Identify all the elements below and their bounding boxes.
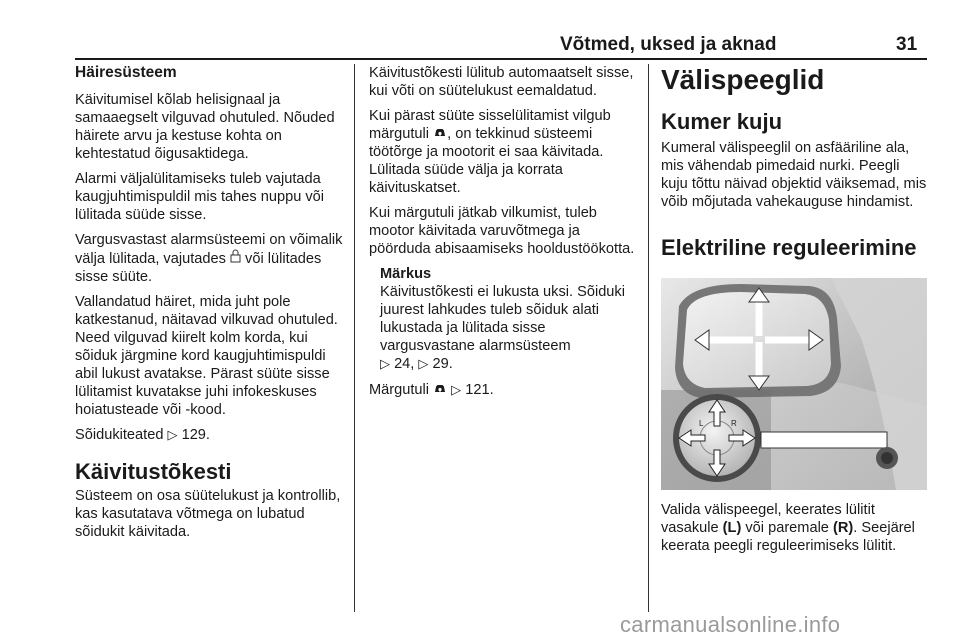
column-3 [661, 64, 927, 261]
chapter-heading-mirrors: Välispeeglid [661, 64, 825, 95]
paragraph: Süsteem on osa süütelukust ja kontrollib, kas kasutatava võtmega on lubatud sõidukit käivitada. [75, 488, 341, 540]
switch-label-right: R [731, 419, 737, 428]
paragraph-text: Vargusvastast alarmsüsteemi on võimalik välja lülitada, vajutades [75, 232, 343, 267]
section-heading-convex: Kumer kuju [661, 109, 783, 134]
right-label: (R) [833, 520, 854, 536]
page-ref-arrow-icon: ▷ [418, 356, 429, 371]
paragraph-text: Kui pärast süüte sisselülitamist vilgub märgutuli [369, 108, 611, 142]
column-divider-2 [648, 64, 649, 612]
paragraph-text: Sõidukiteated [75, 427, 164, 443]
section-heading-immobiliser: Käivitustõkesti [75, 459, 232, 484]
note-box [380, 265, 637, 373]
paragraph: Kui märgutuli jätkab vilkumist, tuleb mootor käivitada varuvõtmega ja pöörduda abisaamiseks hooldustöökotta. [369, 205, 635, 257]
page-reference[interactable]: 29. [432, 356, 453, 372]
column-divider-1 [354, 64, 355, 612]
electric-adjust-paragraph: Valida välispeegel, keerates lülitit vasakule (L) või paremale (R). Seejärel keerata peegli reguleerimiseks lülitit. [661, 502, 915, 554]
paragraph-text: Märgutuli [369, 382, 430, 398]
paragraph: Käivitumisel kõlab helisignaal ja samaaegselt vilguvad ohutuled. Nõuded häirete arvu ja kestuse kohta on kehtestatud õigusaktidega. [75, 92, 335, 162]
watermark: carmanualsonline.info [620, 612, 841, 637]
running-header-title: Võtmed, uksed ja aknad [560, 34, 777, 55]
left-label: (L) [722, 520, 742, 536]
section-heading-electric: Elektriline reguleerimine [661, 235, 917, 260]
column-1 [75, 64, 347, 548]
note-title: Märkus [380, 266, 432, 282]
lock-icon [230, 249, 241, 268]
paragraph-text: või lülitades sisse süüte. [75, 251, 322, 285]
column-2 [369, 64, 637, 406]
immobiliser-warning-icon [433, 125, 447, 143]
immobiliser-warning-icon [433, 381, 447, 399]
section-heading-alarm: Häiresüsteem [75, 64, 177, 81]
paragraph: Alarmi väljalülitamiseks tuleb vajutada kaugjuhtimispuldil mis tahes nuppu või lülitada süüde sisse. [75, 171, 325, 223]
page-reference[interactable]: 121. [465, 382, 494, 398]
callout-bar [761, 432, 887, 448]
page-reference[interactable]: 24, [394, 356, 415, 372]
page-ref-arrow-icon: ▷ [451, 382, 462, 397]
switch-label-left: L [699, 419, 704, 428]
paragraph [75, 231, 347, 286]
header-rule [75, 58, 927, 60]
note-text: Käivitustõkesti ei lukusta uksi. Sõiduki juurest lahkudes tuleb sõiduk alati lukustada ja lülitada sisse vargusvastane alarmsüsteem [380, 284, 625, 354]
paragraph [369, 381, 637, 399]
page-reference[interactable]: 129. [181, 427, 210, 443]
paragraph-text: , on tekkinud süsteemi töötõrge ja mootorit ei saa käivitada. Lülitada süüde välja ja korrata käivituskatset. [369, 126, 604, 196]
paragraph: Käivitustõkesti lülitub automaatselt sisse, kui võti on süütelukust eemaldatud. [369, 65, 634, 99]
mirror-adjustment-illustration [661, 278, 927, 490]
paragraph: Vallandatud häiret, mida juht pole katkestanud, näitavad vilkuvad ohutuled. Need vilguvad kiirelt kolm korda, kui sõiduk järgmine kord kaugjuhtimispuldi abil lukust avatakse. Pärast süüte sisse lülitamist kuvatakse juhi infokeskuses hoiatusteade või -kood. [75, 294, 338, 418]
page-ref-arrow-icon: ▷ [167, 427, 178, 442]
page-ref-arrow-icon: ▷ [380, 356, 390, 371]
paragraph [75, 426, 347, 444]
paragraph [369, 107, 637, 197]
page-number: 31 [896, 34, 918, 55]
paragraph: Kumeral välispeeglil on asfääriline ala, mis vähendab pimedaid nurki. Peegli kuju tõttu näivad objektid väiksemad, mis võib mõjutada vahekauguse hindamist. [661, 140, 927, 210]
